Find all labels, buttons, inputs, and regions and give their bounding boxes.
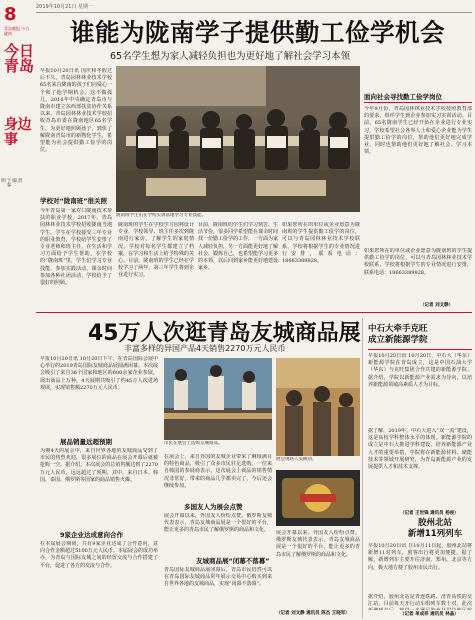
story1-p3-continued: 如果您所在的单位或企业愿意为陇南班的学生提供勤工俭学的岗位，可以与青岛园林林业技术学校联系，学校将根据学生的专业情况进行安排，联系电话：18663389828。: [282, 222, 360, 265]
story2-mid-p2: 展会开幕以来，外国友人纷纷点赞。俄罗斯友城代表表示，青岛友城商品展是一个很好的平台，能让更多的青岛市民了解俄罗斯的商品和文化。: [164, 513, 272, 534]
story2-headline: 45万人次逛青岛友城商品展: [88, 321, 361, 346]
main-headline: 谁能为陇南学子提供勤工俭学机会: [70, 18, 445, 47]
main-subheadline: 65名学生想为家人减轻负担也为更好地了解社会学习本领: [110, 51, 351, 62]
story1-lead: 早报10月20日讯 国庆和冬假过后不久，青岛园林林业技术学校65名来自陇南的孩子们向爱心一个和了他学期机会，这不做孤儿，2016年中央确定青岛市与陇南市建立东西部扶贫协作关系以来，青岛园林林业技术学校招收青岛市委在陇南地区65名学生，为更好地照顾孩子，到快了解陇南青岛市的新物化学生，希望能为社会提供勤工俭学的岗位。: [40, 68, 112, 154]
expo-products-photo: [276, 470, 360, 526]
story1-byline: （记者 刘文静）: [420, 303, 454, 308]
story2-byline: （记者 刘文静 通讯员 陈杰 王晓军）: [276, 611, 350, 616]
story2-subhead-3: 多国友人为展会点赞: [184, 503, 243, 511]
story2-photo-caption-1: 市民在展会上选购友城商品。: [164, 441, 223, 446]
story2-photo-1: [164, 358, 272, 440]
story2-mid-p3-right: 展会开幕以来，外国友人纷纷点赞。俄罗斯友城代表表示，青岛友城商品展是一个很好的平台，能让更多的青岛市民了解俄罗斯的商品和文化。: [276, 530, 360, 558]
section-sidebar: [0, 117, 36, 187]
story2-subhead-1: 展品销量远超预期: [60, 438, 112, 446]
paper-name: 青岛晚报 今日陇南: [4, 26, 30, 36]
story2-p2: 在本届展会期间，共有9家企业达成了合作意向，意向合作金额超过5100万元人民币。本届展会的成功举办，为青岛与国际友城之间的经贸交流与合作搭建了平台，促进了各方的交流与合作。: [40, 541, 158, 569]
story2-subhead-4: 友城商品展“闭幕不落幕”: [196, 557, 270, 565]
section-logo: 今日青岛: [4, 42, 35, 75]
story4-p1: 据介绍，胶州北站是青连铁路、济青高铁的交汇站，目前每天开行动车组列车数十对，此次: [368, 594, 472, 608]
story1-p1: 今年青岛第一家对口陇南技术帮扶的职业学校，2017年，青岛园林林业技术学校招收陇南当地学生，学生在学校接受三年专业的职业教育，学校给学生安排了专业老师和班主任，在生活和学习方面给予学生帮助，在学校的“陇南班”里，学生们学习专业技能、参加实践活动，课余时间参加各种社团活动，学校给予了很好的照顾。: [40, 208, 112, 287]
story3-lead: 早报10月20日讯 10月20日，中石大（华东）新能源学院在青岛成立，这是中国石油大学（华东）与克旺集团合作共建的新能源学院。据介绍，学院以新能源产业需求为导向，以培养新能源领域高素质人才为目标。: [368, 353, 472, 388]
story2-subheadline: 丰富多样的异国产品4天销售2270万元人民币: [124, 344, 286, 353]
story2-lead: 早报10月20日讯 10月20日下午，在青岛国际会展中心举行的2019青岛国际友城商品展圆满闭幕。本次展会吸引了来自36个国家和地区的600余家企业参展，展出商品上万种，4天展期共吸引了约45万人次进场观展，实现销售额2270万元人民币。: [40, 356, 158, 391]
expo-crowd-photo: [276, 358, 360, 456]
story2-mid-p3: 青岛国际友城商品展闭幕后，青岛市民仍然可以在青岛国际友城商品常年展示交易中心购买到来自世界各地的友城商品，实现“闭幕不落幕”。: [164, 567, 272, 588]
story1-right-p1: 今年9月份，青岛园林林业技术学校按照教育部的要求，组织学生到企业参加实习实训活动。目前，65名陇南学生已经开始在企业进行专业实习，学校希望社会各界人士和爱心企业能为学生提供勤工俭学的岗位，帮助他们更好地完成学业，同时也帮助他们更好地了解社会、学习本领。: [364, 106, 472, 156]
story3-byline: （记者 王世锋 通讯员 杨俊）: [400, 511, 459, 516]
story4-byline: （记者 单成祥 通讯员 林晶）: [400, 612, 459, 617]
page-number: 8: [4, 4, 17, 25]
date-line: [36, 3, 472, 13]
story4-headline: 胶州北站 新增11列列车: [407, 518, 463, 539]
story1-right-p2: 如果您所在的单位或企业愿意为陇南班的学生提供勤工俭学的岗位，可以与青岛园林林业技术学校联系，学校将根据学生的专业情况进行安排，联系电话：18663389828。: [364, 248, 472, 276]
section-title: 身边事: [4, 117, 31, 148]
story2-mid-p1: 在展会上，来自外国的友城企业带来了琳琅满目的特色商品，吸引了众多市民驻足选购。一位来自韩国的参展商表示，这次展会上商品的销售情况非常好，带来的商品几乎都卖完了，今后还会继续参加。: [164, 454, 272, 489]
story2-photo-3: [276, 470, 360, 526]
story3-p1: 据了解，2019年，中石大进入“双一流”建设，这是高校学科整体水平的体现。新能源学院的成立是中石大推进学科建设、培养新能源产业人才的重要举措，学院将在新能源材料、储能技术等领域开展研究，为青岛新能源产业的发展提供人才和技术支撑。: [368, 428, 472, 471]
story1-photo: [116, 66, 360, 212]
story3-headline: 中石大牵手克旺 成立新能源学院: [368, 324, 428, 345]
story2-subhead-2: 9家企业达成意向合作: [60, 531, 124, 539]
story4-lead: 早报10月20日讯 自10月11日起，胶州北站将新增11对列车，旅客出行将更加便捷。据了解，新增列车主要开往济南、郑州、北京等方向，极大地方便了胶州市民出行。: [368, 543, 472, 571]
story1-p3: 目前，陇南班的学生们学习刻苦、生活节俭，很多同学希望能在课余时间找一份勤工俭学的工作，一方面为家人减轻负担，另一方面能更好地了解社会、锻炼自己，也希望能学习更多的本领，以后回到家乡能更好地建设家乡。: [198, 222, 278, 272]
students-classroom-photo: [116, 66, 360, 212]
story1-p2: 陇南班的学生在学校学习园林设计专业，学校领导、班主任多次到陇南进行家访，了解学生的家庭情况。学校对每名学生都建立了档案，在学习和生活上给予特殊的关心。目前，陇南班的学生已经在学校学习了两年，第三年学生将到企业进行实习。: [118, 222, 194, 279]
story2-photo-2: [276, 358, 360, 456]
expo-shopping-photo: [164, 358, 272, 440]
story2-p1: 为期4天的展会中，来自世界各地的友城商品受到了市民的热烈欢迎，很多展位的商品在展会开幕后就被抢购一空。据介绍，本次展会的总销售额达到了2270万元人民币，远远超过了预期。其中，来自日本、韩国、泰国、俄罗斯等国家的商品销售火爆。: [40, 448, 158, 483]
date-text: 2019年10月21日 星期一: [36, 4, 94, 10]
story1-subhead: 学校对“陇南班”很关照: [40, 197, 108, 205]
editor-credits: 责编：于春明: [0, 178, 22, 187]
story1-photo-caption: 陇南班学生们在学校实训基地学习专业技能。: [116, 213, 206, 218]
story2-photo-caption-2: 展会现场人头攒动。: [276, 457, 317, 462]
story1-right-subhead: 面向社会寻找勤工俭学岗位: [364, 93, 442, 101]
